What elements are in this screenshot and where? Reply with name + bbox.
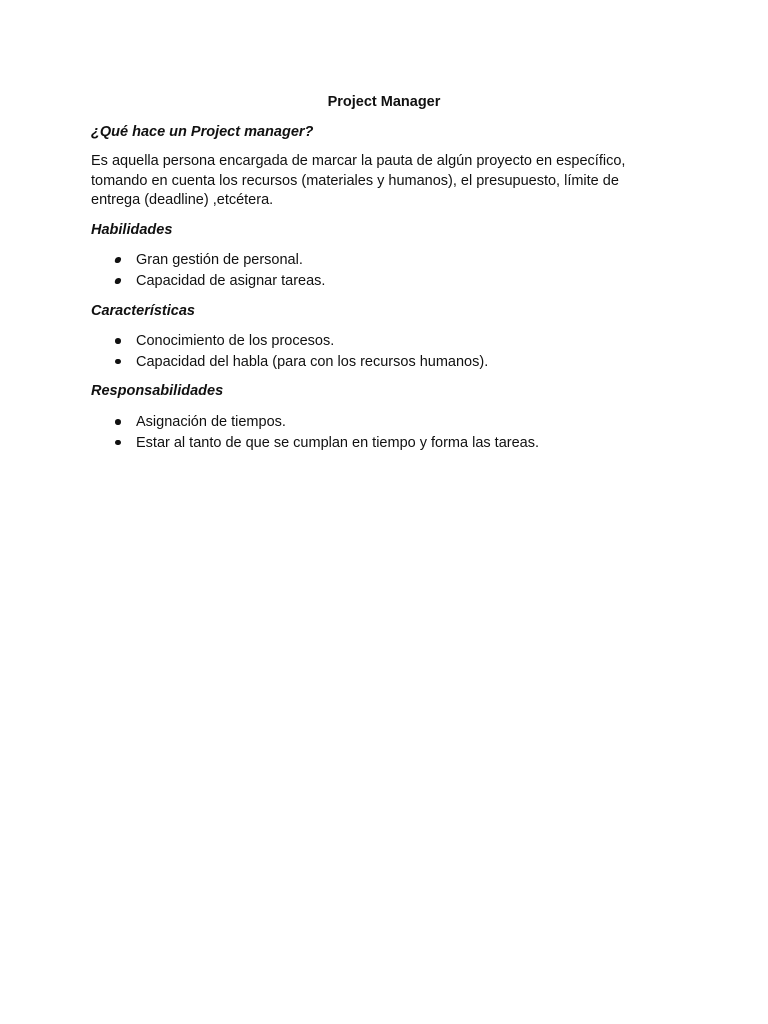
section-heading-habilidades: Habilidades xyxy=(91,222,173,238)
question-heading: ¿Qué hace un Project manager? xyxy=(91,124,314,140)
list-item-text: Estar al tanto de que se cumplan en tiempo y forma las tareas. xyxy=(136,434,539,451)
bullet-icon xyxy=(115,419,121,425)
list-item-text: Gran gestión de personal. xyxy=(136,252,303,268)
list-item-text: Capacidad de asignar tareas. xyxy=(136,272,326,289)
bullet-icon xyxy=(114,278,121,284)
paragraph-line: tomando en cuenta los recursos (materiales y humanos), el presupuesto, límite de xyxy=(91,172,619,189)
bullet-icon xyxy=(115,440,121,446)
bullet-icon xyxy=(114,257,121,263)
list-item-text: Conocimiento de los procesos. xyxy=(136,333,335,349)
bullet-icon xyxy=(115,338,121,344)
section-heading-caracteristicas: Características xyxy=(91,303,195,319)
section-heading-responsabilidades: Responsabilidades xyxy=(91,383,224,399)
document-title: Project Manager xyxy=(327,94,441,110)
paragraph-line: Es aquella persona encargada de marcar la pauta de algún proyecto en específico, xyxy=(91,153,626,169)
list-item-text: Capacidad del habla (para con los recursos humanos). xyxy=(136,353,489,370)
bullet-icon xyxy=(115,359,121,365)
paragraph-line: entrega (deadline) ,etcétera. xyxy=(91,192,274,208)
list-item-text: Asignación de tiempos. xyxy=(136,414,286,430)
description-paragraph xyxy=(91,152,661,211)
